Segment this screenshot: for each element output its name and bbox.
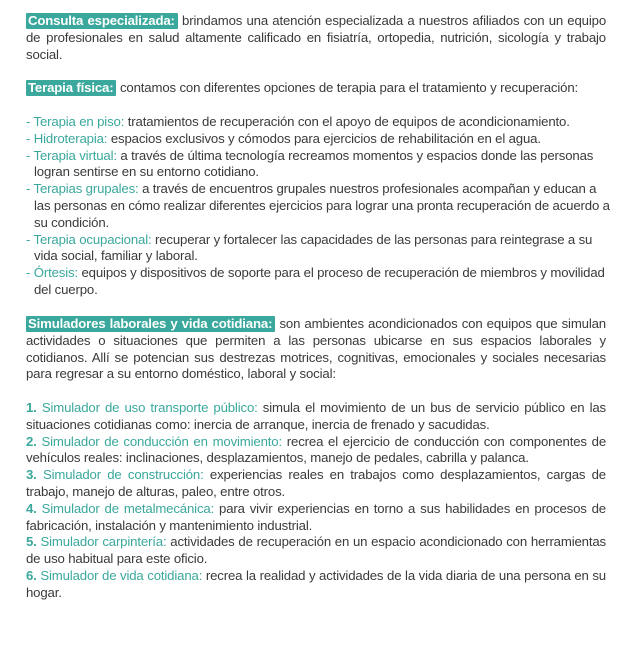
list-item-title: Simulador de vida cotidiana: <box>36 567 203 583</box>
list-item-title: - Hidroterapia: <box>26 130 108 146</box>
simuladores-list <box>26 400 606 602</box>
list-item-number: 5. <box>26 534 37 550</box>
list-item <box>26 148 616 182</box>
simuladores-paragraph <box>26 316 606 383</box>
list-item-title: - Terapia ocupacional: <box>26 231 152 247</box>
list-item <box>26 434 606 468</box>
list-item-title: Simulador de uso transporte público: <box>36 400 258 415</box>
list-item <box>26 501 606 535</box>
list-item-desc: recrea el ejercicio de conducción con componentes de vehículos reales: inclinaciones, desplazamientos, manejo de pedales, cabrilla y palanca. <box>26 433 607 466</box>
list-item-desc: actividades de recuperación en un espacio acondicionado con herramientas de uso habitual para este oficio. <box>26 534 606 567</box>
list-item <box>26 131 616 148</box>
list-item-title: Simulador de metalmecánica: <box>36 500 215 516</box>
list-item-title: - Terapia en piso: <box>26 114 125 129</box>
list-item-number: 3. <box>26 467 37 483</box>
simuladores-text: son ambientes acondicionados con equipos que simulan actividades o situaciones que permiten a las personas ubicarse en sus espacios laborales y cotidianos. Allí se potencian sus destrezas motrices, cognitivas, emocionales y sociales necesarias para regresar a su entorno doméstico, laboral y social: <box>26 316 606 382</box>
consulta-text: brindamos una atención especializada a nuestros afiliados con un equipo de profesionales en salud altamente calificado en fisiatría, ortopedia, nutrición, sicología y trabajo social. <box>26 13 606 62</box>
list-item-desc: experiencias reales en trabajos como desplazamientos, cargas de trabajo, manejo de alturas, paleo, entre otros. <box>26 467 606 499</box>
list-item-desc: espacios exclusivos y cómodos para ejercicios de rehabilitación en el agua. <box>107 130 541 146</box>
list-item <box>26 534 606 568</box>
list-item-number: 2. <box>26 433 37 449</box>
terapia-paragraph <box>26 80 606 97</box>
list-item <box>26 232 616 266</box>
terapia-text: contamos con diferentes opciones de terapia para el tratamiento y recuperación: <box>116 80 579 95</box>
list-item-desc: a través de última tecnología recreamos momentos y espacios donde las personas logran sentirse en su entorno cotidiano. <box>34 147 594 180</box>
list-item-desc: a través de encuentros grupales nuestros profesionales acompañan y educan a las personas en cómo realizar diferentes ejercicios para lograr una pronta recuperación de acuerdo a su condición. <box>34 181 610 230</box>
list-item <box>26 568 606 602</box>
list-item-number: 6. <box>26 567 37 583</box>
consulta-label: Consulta especializada: <box>26 13 178 29</box>
list-item-title: Simulador de conducción en movimiento: <box>36 433 283 449</box>
list-item <box>26 400 606 434</box>
terapia-label: Terapia física: <box>26 80 116 96</box>
list-item-title: Simulador de construcción: <box>36 467 204 483</box>
list-item <box>26 114 616 131</box>
list-item-desc: para vivir experiencias en torno a sus habilidades en procesos de fabricación, instalación y mantenimiento industrial. <box>26 500 606 533</box>
list-item-desc: recrea la realidad y actividades de la vida diaria de una persona en su hogar. <box>26 567 606 600</box>
list-item-desc: equipos y dispositivos de soporte para el proceso de recuperación de miembros y movilidad del cuerpo. <box>34 265 605 297</box>
list-item-number: 1. <box>26 400 37 415</box>
list-item-desc: recuperar y fortalecer las capacidades de las personas para reintegrase a su vida social, familiar y laboral. <box>34 231 593 264</box>
list-item-title: Simulador carpintería: <box>36 534 167 550</box>
list-item-title: - Terapias grupales: <box>26 181 139 197</box>
list-item <box>26 181 616 231</box>
list-item-desc: simula el movimiento de un bus de servicio público en las situaciones cotidianas como: inercia de arranque, inercia de frenado y sacudidas. <box>26 400 606 432</box>
consulta-paragraph <box>26 13 606 63</box>
terapia-list <box>26 114 616 299</box>
list-item <box>26 467 606 501</box>
list-item-desc: tratamientos de recuperación con el apoyo de equipos de acondicionamiento. <box>124 114 570 129</box>
list-item-title: - Órtesis: <box>26 265 78 281</box>
list-item-number: 4. <box>26 500 37 516</box>
simuladores-label: Simuladores laborales y vida cotidiana: <box>26 316 275 332</box>
list-item-title: - Terapia virtual: <box>26 147 117 163</box>
list-item <box>26 265 616 299</box>
